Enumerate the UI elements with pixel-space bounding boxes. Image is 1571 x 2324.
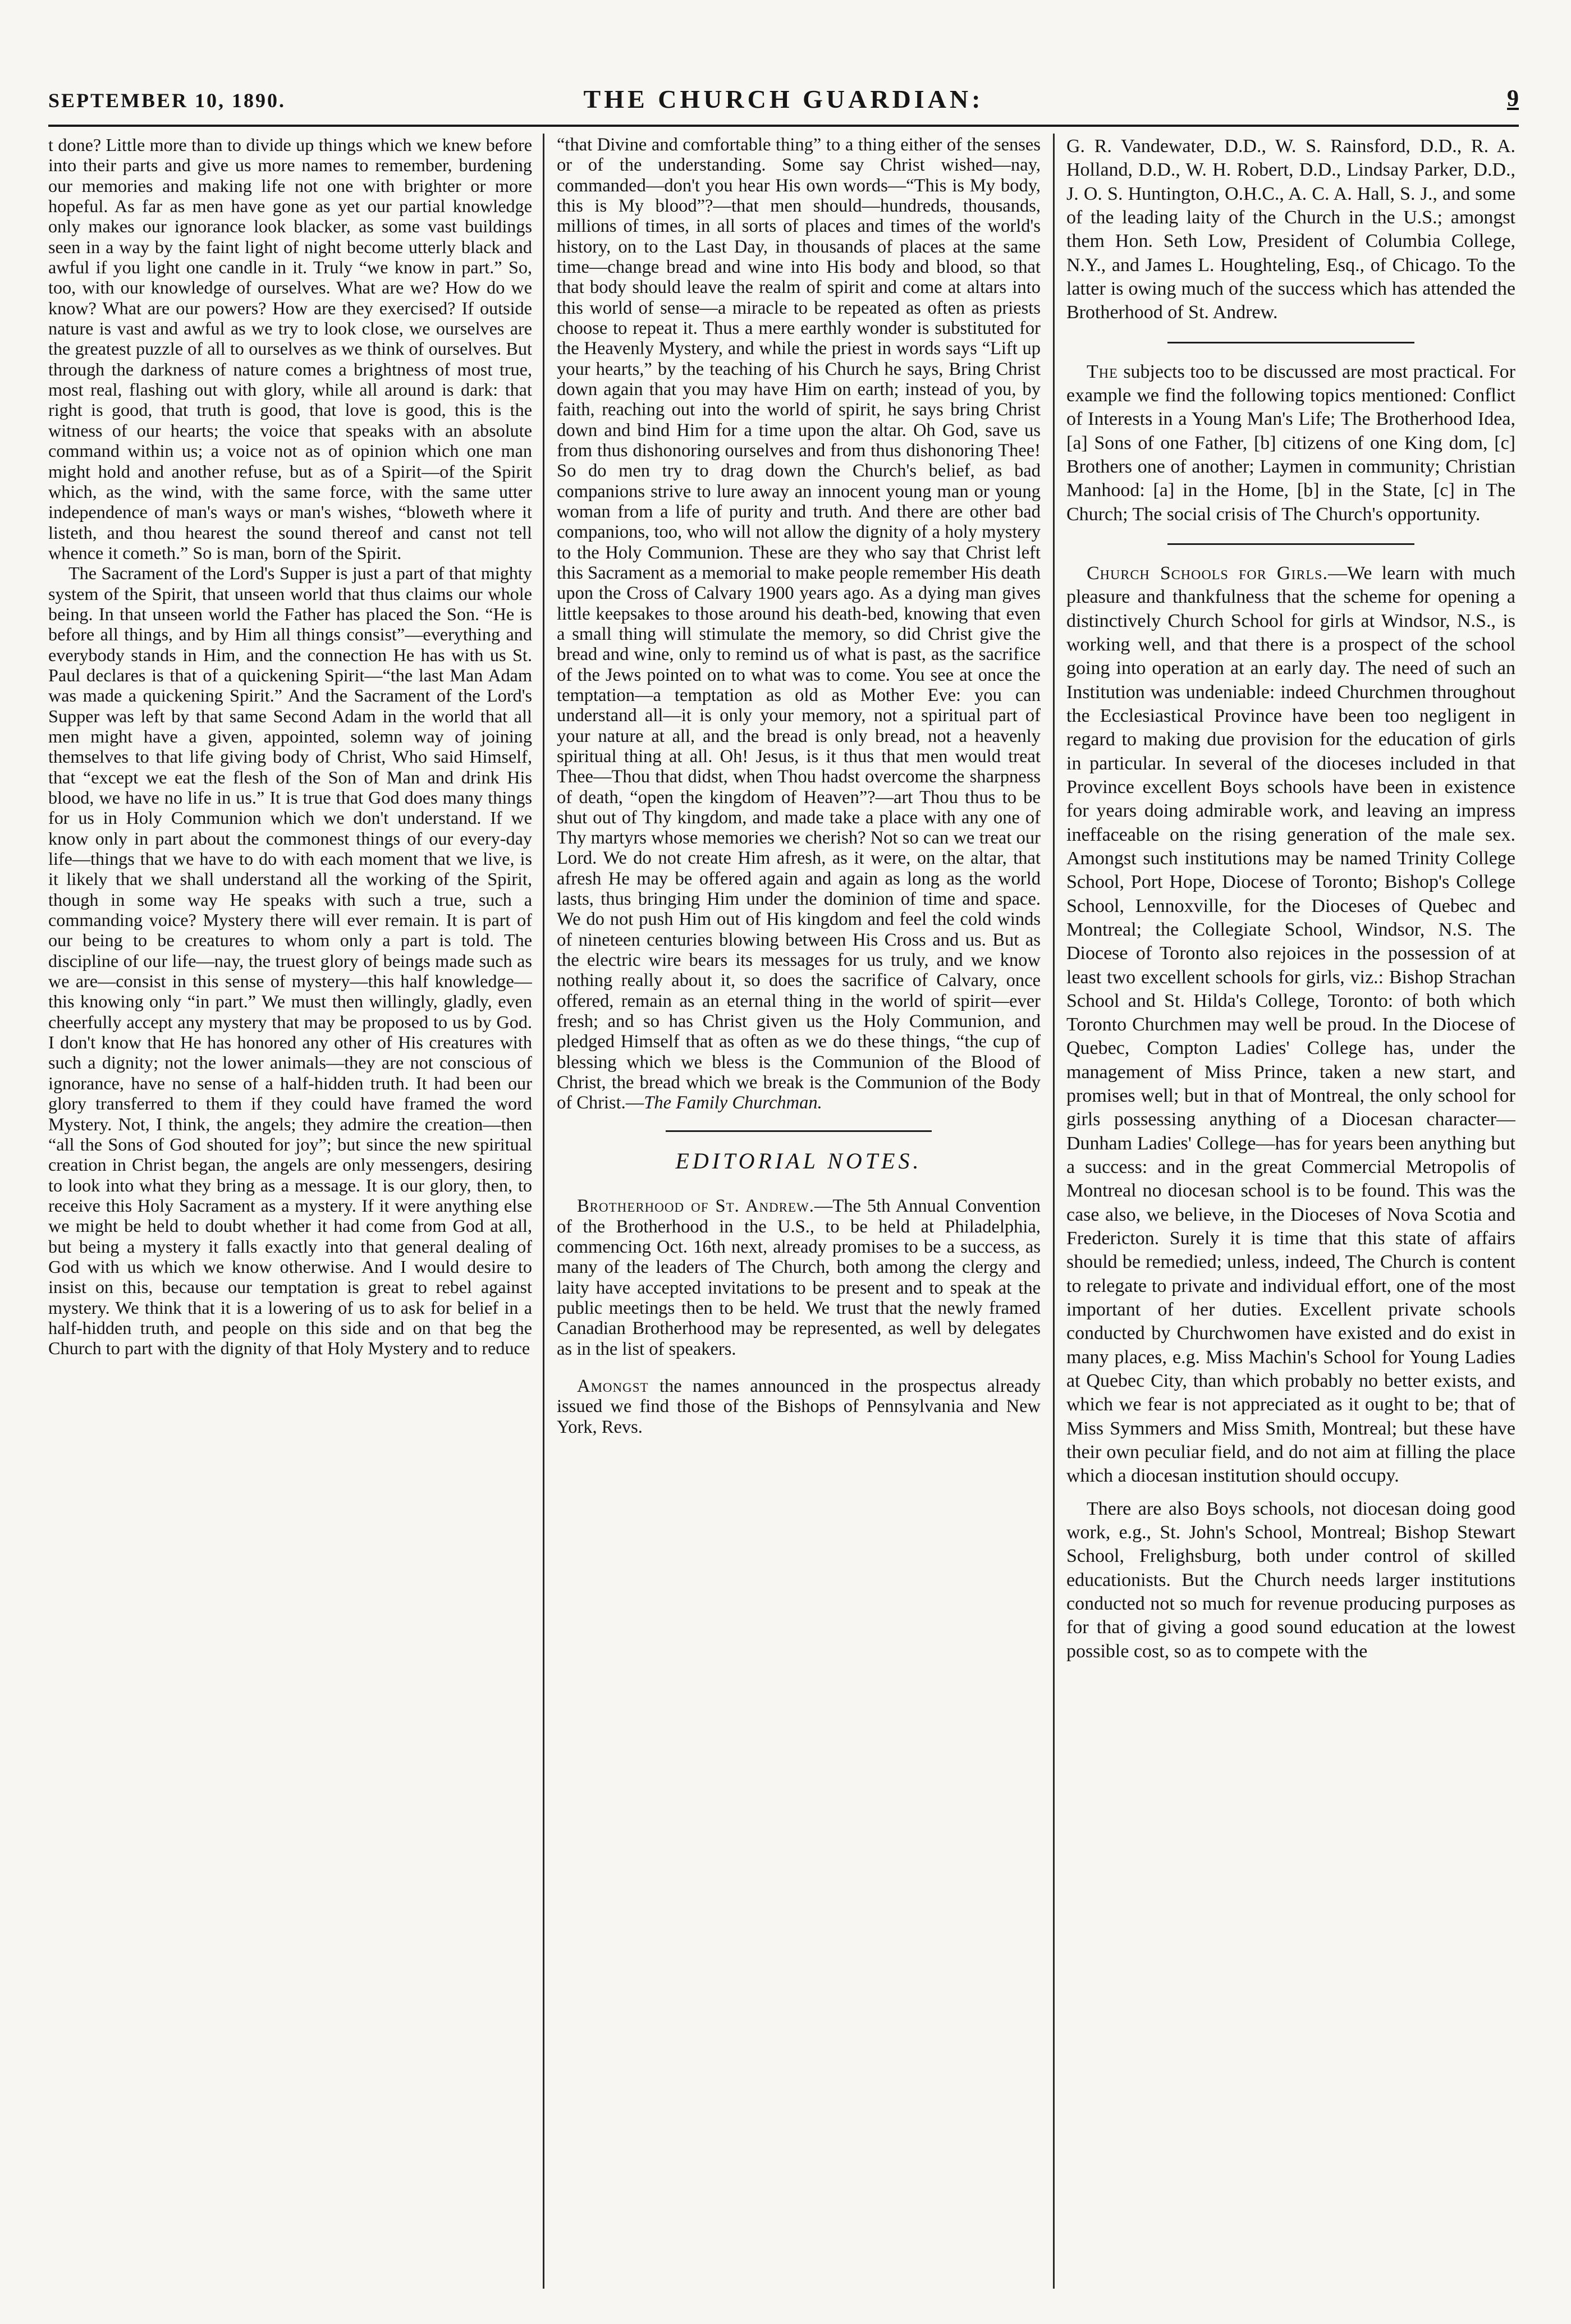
article-paragraph [557, 135, 1041, 1113]
masthead-title: THE CHURCH GUARDIAN: [583, 85, 984, 113]
column-2 [557, 135, 1041, 2290]
editorial-note [1066, 562, 1515, 1488]
column-divider [1053, 134, 1055, 2289]
note-heading: Amongst [577, 1376, 649, 1397]
section-rule [666, 1130, 932, 1132]
article-text: “that Divine and comfortable thing” to a thing either of the senses or of the understanding. Some say Christ wished—nay, commanded—don't you hear His own words—“This is My body, this is My blood”?—that men should—hundreds, thousands, millions of times, in all sorts of places and times of the world's history, on to the Last Day, in thousands of places at the same time—change bread and wine into His body and blood, so that that body should leave the realm of spirit and come at altars into this world of sense—a miracle to be repeated as often as priests choose to repeat it. Thus a mere earthly wonder is substituted for the Heavenly Mystery, and while the priest in words says “Lift up your hearts,” by the teaching of his Church he says, Bring Christ down again that you may have Him on earth; instead of you, by faith, reaching out into the world of spirit, he says bring Christ down and bind Him for a time upon the altar. Oh God, save us from thus dishonoring ourselves and from thus dishonoring Thee! So do men try to drag down the Church's belief, as bad companions strive to lure away an innocent young man or young woman from a life of purity and truth. And there are other bad companions, too, who will not allow the dignity of a holy mystery to the Holy Communion. These are they who say that Christ left this Sacrament as a memorial to make people remember His death upon the Cross of Calvary 1900 years ago. As a dying man gives little keepsakes to those around his death-bed, knowing that even a small thing will stimulate the memory, so did Christ give the bread and wine, only to remind us of what is past, as the sacrifice of the Jews pointed on to what was to come. You see at once the temptation—a temptation as old as Mother Eve: you can understand all—it is only your memory, not a spiritual part of your nature at all, and the bread is only bread, not a heavenly spiritual thing at all. Oh! Jesus, is it thus that men would treat Thee—Thou that didst, when Thou hadst overcome the sharpness of death, “open the kingdom of Heaven”?—art Thou thus to be shut out of Thy kingdom, and made take a place with any one of Thy martyrs whose memories we cherish? Not so can we treat our Lord. We do not create Him afresh, as it were, on the altar, that afresh He may be offered again and again as long as the world lasts, thus bringing Him under the dominion of time and space. We do not push Him out of His kingdom and feel the cold winds of nineteen centuries blowing between His Cross and us. But as the electric wire bears its messages for us truly, and we know nothing really about it, so does the sacrifice of Calvary, once offered, remain as an eternal thing in the world of spirit—ever fresh; and so has Christ given us the Holy Communion, and pledged Himself that as often as we do these things, “the cup of blessing which we bless is the Communion of the Blood of Christ, the bread which we break is the Communion of the Body of Christ.— [557, 135, 1041, 1113]
column-3 [1066, 135, 1515, 2290]
editorial-note: G. R. Vandewater, D.D., W. S. Rainsford, D.D., R. A. Holland, D.D., W. H. Robert, D.D., Lindsay Parker, D.D., J. O. S. Huntington, O.H.C., A. C. A. Hall, S. J., and some of the leading laity of the Church in the U.S.; amongst them Hon. Seth Low, President of Columbia College, N.Y., and James L. Houghteling, Esq., of Chicago. To the latter is owing much of the success which has attended the Brotherhood of St. Andrew. [1066, 136, 1515, 323]
section-title: EDITORIAL NOTES. [675, 1148, 922, 1174]
section-rule [1167, 543, 1414, 545]
note-heading: Brotherhood of St. Andrew. [577, 1196, 814, 1217]
header-rule [48, 125, 1519, 127]
note-text: the names announced in the prospectus already issued we find those of the Bishops of Pennsylvania and New York, Revs. [557, 1376, 1041, 1437]
page-number: 9 [1507, 86, 1519, 112]
article-paragraph: The Sacrament of the Lord's Supper is just a part of that mighty system of the Spirit, that unseen world that thus claims our whole being. In that unseen world the Father has placed the Son. “He is before all things, and by Him all things consist”—everything and everybody stands in Him, and the connection He has with us St. Paul declares is that of a quickening Spirit—“the last Man Adam was made a quickening Spirit.” And the Sacrament of the Lord's Supper was left by that same Second Adam in the world that all men might have a given, appointed, solemn way of joining themselves to that life giving body of Christ, Who said Himself, that “except we eat the flesh of the Son of Man and drink His blood, we have no life in us.” It is true that God does many things for us in Holy Communion which we don't understand. If we know only in part about the commonest things of our every-day life—things that we have to do with each moment that we live, is it likely that we shall understand all the working of the Spirit, though in some way He speaks with such a true, such a commanding voice? Mystery there will ever remain. It is part of our being to be creatures to whom only a part is told. The discipline of our life—nay, the truest glory of beings made such as we are—consist in this sense of mystery—this half knowledge—this knowing only “in part.” We must then willingly, gladly, even cheerfully accept any mystery that may be proposed to us by God. I don't know that He has honored any other of His creatures with such a dignity; not the lower animals—they are not conscious of ignorance, have no sense of a half-hidden truth. It had been our glory transferred to them if they could have framed the word Mystery. Not, I think, the angels; they admire the creation—then “all the Sons of God shouted for joy”; but since the new spiritual creation in Christ began, the angels are only messengers, desiring to look into what they bring as a message. It is our glory, then, to receive this Holy Sacrament as a mystery. If it were anything else we might be held to doubt whether it had come from God at all, but being a mystery it falls exactly into that general dealing of God with us which we know otherwise. And I would desire to insist on this, because our temptation is great to rebel against mystery. We think that it is a lowering of us to ask for belief in a half-hidden truth, and people on this side and on that beg the Church to part with the dignity of that Holy Mystery and to reduce [48, 563, 532, 1359]
note-heading: Church Schools for Girls. [1087, 562, 1328, 584]
section-rule [1167, 342, 1414, 343]
article-paragraph: t done? Little more than to divide up things which we knew before into their parts and give us more names to remember, burdening our memories and making life not one with brighter or more hopeful. As far as men have gone as yet our partial knowledge only makes our ignorance look blacker, as some vast buildings seen in a way by the faint light of night become utterly black and awful if you light one candle in it. Truly “we know in part.” So, too, with our knowledge of ourselves. What are we? How do we know? What are our powers? How are they exercised? If outside nature is vast and awful as we try to look close, we ourselves are the greatest puzzle of all to ourselves as we think of ourselves. But through the darkness of nature comes a brightness of most true, most real, flashing out with glory, while all around is dark: that right is good, that truth is good, that love is good, this is the witness of our hearts; the voice that speaks with an absolute command within us; a voice not as of opinion which one man might hold and another refuse, but as of a Spirit—of the Spirit which, as the wind, with the same force, with the same utter independence of man's ways or man's wishes, “bloweth where it listeth, and thou hearest the sound thereof and canst not tell whence it cometh.” So is man, born of the Spirit. [48, 135, 532, 563]
column-divider [543, 134, 544, 2289]
issue-date: SEPTEMBER 10, 1890. [48, 89, 286, 112]
note-text: —We learn with much pleasure and thankfulness that the scheme for opening a distinctively Church School for girls at Windsor, N.S., is working well, and that there is a prospect of the school going into operation at an early day. The need of such an Institution was undeniable: indeed Churchmen throughout the Ecclesiastical Province have been too negligent in regard to making due provision for the education of girls in particular. In several of the dioceses included in that Province excellent Boys schools have been in existence for years doing admirable work, and leaving an impress ineffaceable on the rising generation of the male sex. Amongst such institutions may be named Trinity College School, Port Hope, Diocese of Toronto; Bishop's College School, Lennoxville, for the Dioceses of Quebec and Montreal; the Collegiate School, Windsor, N.S. The Diocese of Toronto also rejoices in the possession of at least two excellent schools for girls, viz.: Bishop Strachan School and St. Hilda's College, Toronto: of both which Toronto Churchmen may well be proud. In the Diocese of Quebec, Compton Ladies' College has, under the management of Miss Prince, taken a new start, and promises well; but in that of Montreal, the only school for girls possessing anything of a Diocesan character—Dunham Ladies' College—has for years been anything but a success: and in the great Commercial Metropolis of Montreal no diocesan school is to be found. This was the case also, we believe, in the Dioceses of Nova Scotia and Fredericton. Surely it is time that this state of affairs should be remedied; unless, indeed, The Church is content to relegate to private and individual effort, one of the most important of her duties. Excellent private schools conducted by Churchwomen have existed and do exist in many places, e.g. Miss Machin's School for Young Ladies at Quebec City, than which probably no better exists, and which we fear is not appreciated as it ought to be; that of Miss Symmers and Miss Smith, Montreal; but these have their own peculiar field, and do not aim at filling the place which a diocesan institution should occupy. [1066, 562, 1515, 1487]
note-text: —The 5th Annual Convention of the Brotherhood in the U.S., to be held at Philadelphia, commencing Oct. 16th next, already promises to be a success, as many of the leaders of The Church, both among the clergy and laity have accepted invitations to be present and to speak at the public meetings then to be held. We trust that the newly framed Canadian Brotherhood may be represented, as well by delegates as in the list of speakers. [557, 1196, 1041, 1359]
page-header [48, 84, 1519, 123]
editorial-note [557, 1376, 1041, 1437]
note-heading: The [1087, 361, 1118, 382]
note-text: subjects too to be discussed are most practical. For example we find the following topics mentioned: Conflict of Interests in a Young Man's Life; The Brotherhood Idea, [a] Sons of one Father, [b] citizens of one King dom, [c] Brothers one of another; Laymen in community; Christian Manhood: [a] in the Home, [b] in the State, [c] in The Church; The social crisis of The Church's opportunity. [1066, 361, 1515, 525]
editorial-note: There are also Boys schools, not diocesan doing good work, e.g., St. John's School, Montreal; Bishop Stewart School, Frelighsburg, both under control of skilled educationists. But the Church needs larger institutions conducted not so much for revenue producing purposes as for that of giving a good sound education at the lowest possible cost, so as to compete with the [1066, 1498, 1515, 1662]
article-source: The Family Churchman. [644, 1093, 822, 1113]
editorial-note [1066, 360, 1515, 526]
column-1 [48, 135, 532, 2290]
editorial-note [557, 1196, 1041, 1359]
